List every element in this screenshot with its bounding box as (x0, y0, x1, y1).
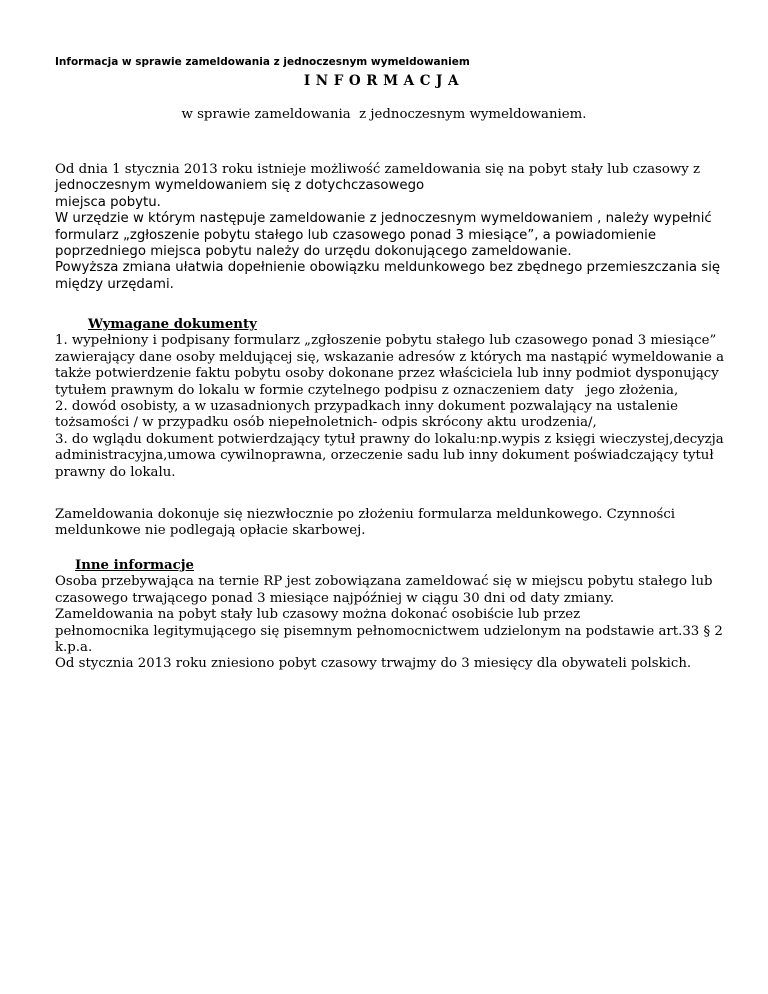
required-documents-line: administracyjna,umowa cywilnoprawna, orzeczenie sadu lub inny dokument poświadczający tytuł (55, 448, 714, 464)
other-info-line: Zameldowania na pobyt stały lub czasowy można dokonać osobiście lub przez (55, 607, 581, 623)
required-documents-line: 3. do wglądu dokument potwierdzający tytuł prawny do lokalu:np.wypis z księgi wieczystej,decyzja (55, 431, 724, 447)
intro-line: jednoczesnym wymeldowaniem się z dotychczasowego (55, 178, 425, 194)
required-documents-line: 2. dowód osobisty, a w uzasadnionych przypadkach inny dokument pozwalający na ustalenie (55, 399, 679, 415)
required-documents-line: zawierający dane osoby meldującej się, wskazanie adresów z których ma nastąpić wymeldowanie a (55, 349, 725, 365)
document-header: Informacja w sprawie zameldowania z jednoczesnym wymeldowaniem (55, 56, 470, 68)
required-documents-section (55, 317, 735, 481)
document-title: INFORMACJA (303, 73, 465, 89)
other-info-line: k.p.a. (55, 640, 93, 656)
intro-line: Powyższa zmiana ułatwia dopełnienie obowiązku meldunkowego bez zbędnego przemieszczania się (55, 260, 721, 276)
other-info-section (55, 558, 735, 673)
intro-line: miejsca pobytu. (55, 194, 161, 210)
intro-line: W urzędzie w którym następuje zameldowanie z jednoczesnym wymeldowaniem , należy wypełnić (55, 211, 712, 227)
required-documents-line: tożsamości / w przypadku osób niepełnoletnich- odpis skrócony aktu urodzenia/, (55, 415, 597, 431)
processing-note-paragraph (55, 507, 735, 540)
other-info-line: czasowego trwającego ponad 3 miesiące najpóźniej w ciągu 30 dni od daty zmiany. (55, 590, 615, 606)
required-documents-line: 1. wypełniony i podpisany formularz „zgłoszenie pobytu stałego lub czasowego ponad 3 miesiące” (55, 333, 717, 349)
intro-line: poprzedniego miejsca pobytu należy do urzędu dokonującego zameldowanie. (55, 244, 572, 260)
other-info-line: Od stycznia 2013 roku zniesiono pobyt czasowy trwajmy do 3 miesięcy dla obywateli polskich. (55, 656, 692, 672)
required-documents-line: tytułem prawnym do lokalu w formie czytelnego podpisu z oznaczeniem daty jego złożenia, (55, 382, 679, 398)
intro-line: formularz „zgłoszenie pobytu stałego lub czasowego ponad 3 miesiące”, a powiadomienie (55, 227, 657, 243)
other-info-line: pełnomocnika legitymującego się pisemnym pełnomocnictwem udzielonym na podstawie art.33 § 2 (55, 623, 723, 639)
other-info-line: Osoba przebywająca na ternie RP jest zobowiązana zameldować się w miejscu pobytu stałego lub (55, 574, 713, 590)
intro-paragraph (55, 162, 735, 293)
processing-note-line: meldunkowe nie podlegają opłacie skarbowej. (55, 523, 366, 539)
required-documents-line: także potwierdzenie faktu pobytu osoby dokonane przez właściciela lub inny podmiot dysponujący (55, 366, 719, 382)
intro-line: Od dnia 1 stycznia 2013 roku istnieje możliwość zameldowania się na pobyt stały lub czasowy z (55, 162, 701, 177)
intro-line: między urzędami. (55, 276, 174, 292)
processing-note-line: Zameldowania dokonuje się niezwłocznie po złożeniu formularza meldunkowego. Czynności (55, 507, 676, 522)
other-info-heading: Inne informacje (75, 558, 195, 573)
required-documents-line: prawny do lokalu. (55, 464, 176, 480)
document-subtitle: w sprawie zameldowania z jednoczesnym wymeldowaniem. (181, 107, 587, 122)
required-documents-heading: Wymagane dokumenty (88, 317, 257, 332)
